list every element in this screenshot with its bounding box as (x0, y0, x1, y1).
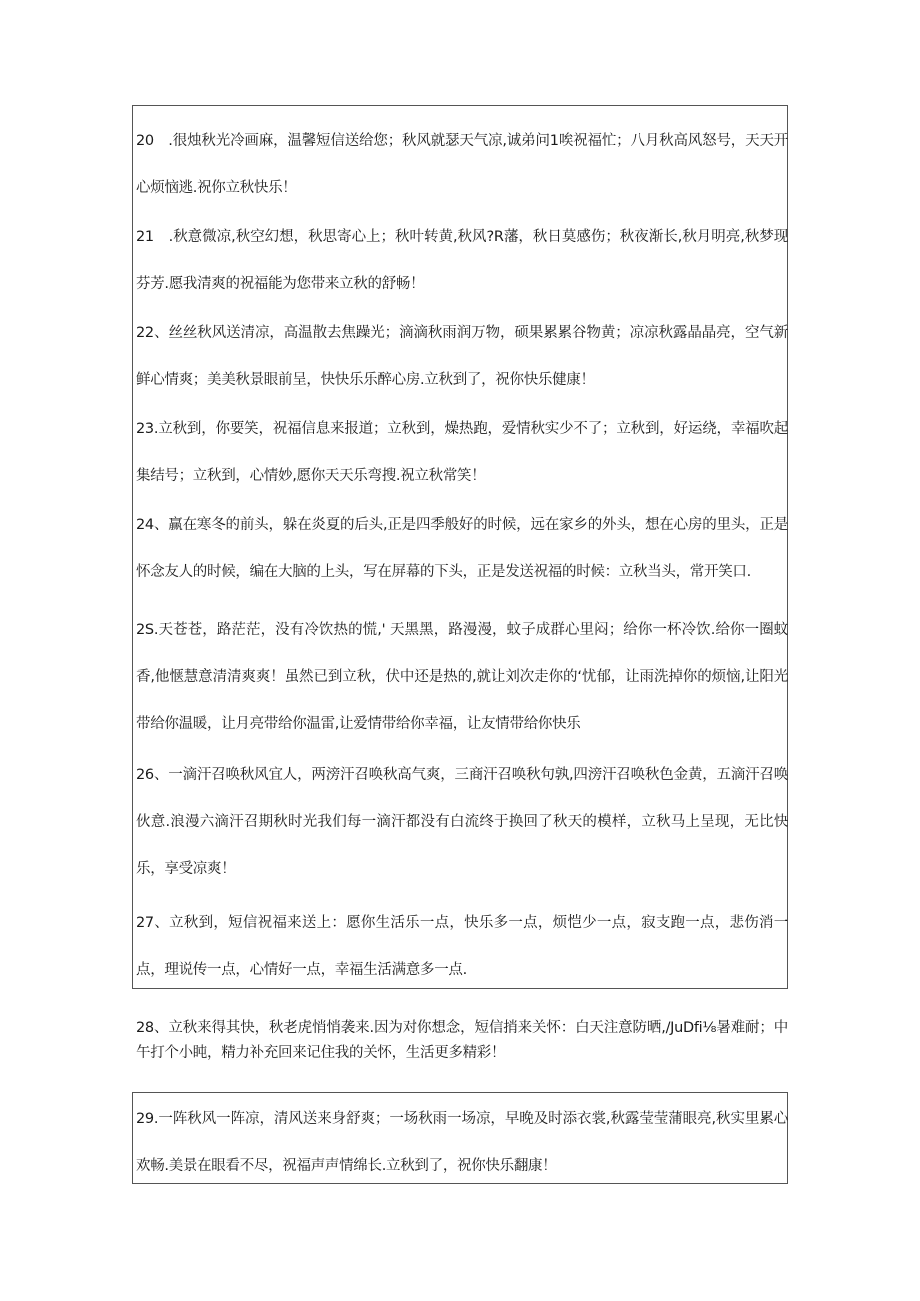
paragraph-24: 24、赢在寒冬的前头，躲在炎夏的后头,正是四季般好的时候，远在家乡的外头，想在心房的里头，正是怀念友人的时候，编在大脑的上头，写在屏幕的下头，正是发送祝福的时候：立秋当头，常开笑口. (136, 517, 788, 580)
paragraph-20: 20 .很烛秋光冷画麻，温馨短信送给您；秋风就瑟天气凉,诚弟问1唉祝福忙；八月秋高风怒号，天天开心烦恼逃.祝你立秋快乐！ (136, 133, 788, 196)
paragraph-26: 26、一滴汗召唤秋风宜人，两滂汗召唤秋高气爽，三商汗召唤秋句孰,四滂汗召唤秋色金黄，五滴汗召唤伙意.浪漫六滴汗召期秋时光我们每一滴汗都没有白流终于换回了秋天的模样，立秋马上呈现，无比快乐，享受凉爽！ (136, 767, 788, 877)
paragraph-23: 23.立秋到，你要笑，祝福信息来报道；立秋到，燥热跑，爱情秋实少不了；立秋到，好运绕，幸福吹起集结号；立秋到，心情妙,愿你天天乐弯搜.祝立秋常笑！ (136, 421, 788, 484)
paragraph-29: 29.一阵秋风一阵凉，清风送来身舒爽；一场秋雨一场凉，早晚及时添衣裳,秋露莹莹蒲眼亮,秋实里累心欢畅.美景在眼看不尽，祝福声声情绵长.立秋到了，祝你快乐翻康！ (136, 1111, 788, 1174)
paragraph-27: 27、立秋到，短信祝福来送上：愿你生活乐一点，快乐多一点，烦恺少一点，寂支跑一点，悲伤消一点，理说传一点，心情好一点，幸福生活满意多一点. (136, 915, 788, 978)
paragraph-25: 2S.天苍苍，路茫茫，没有冷饮热的慌,' 天黑黑，路漫漫，蚊子成群心里闷；给你一杯冷饮.给你一圈蚊香,他惬慧意清清爽爽！虽然已到立秋，伏中还是热的,就让刘次走你的‘忧郁，让雨洗掉你的烦恼,让阳光带给你温暖，让月亮带给你温雷,让爱情带给你幸福，让友情带给你快乐 (136, 622, 788, 732)
paragraph-21: 21 .秋意微凉,秋空幻想，秋思寄心上；秋叶转黄,秋风?R藩，秋日莫感伤；秋夜渐长,秋月明亮,秋梦现芬芳.愿我清爽的祝福能为您带来立秋的舒畅！ (136, 229, 788, 292)
paragraph-28: 28、立秋来得其快，秋老虎悄悄袭来.因为对你想念，短信捎来关怀：白天注意防晒,/JuDfi⅛暑难耐；中午打个小盹，精力补充回来记住我的关怀，生活更多精彩！ (136, 1020, 788, 1061)
paragraph-22: 22、丝丝秋风送清凉，高温散去焦躁光；滴滴秋雨润万物，硕果累累谷物黄；凉凉秋露晶晶亮，空气新鲜心情爽；美美秋景眼前呈，快快乐乐醉心房.立秋到了，祝你快乐健康！ (136, 325, 788, 388)
